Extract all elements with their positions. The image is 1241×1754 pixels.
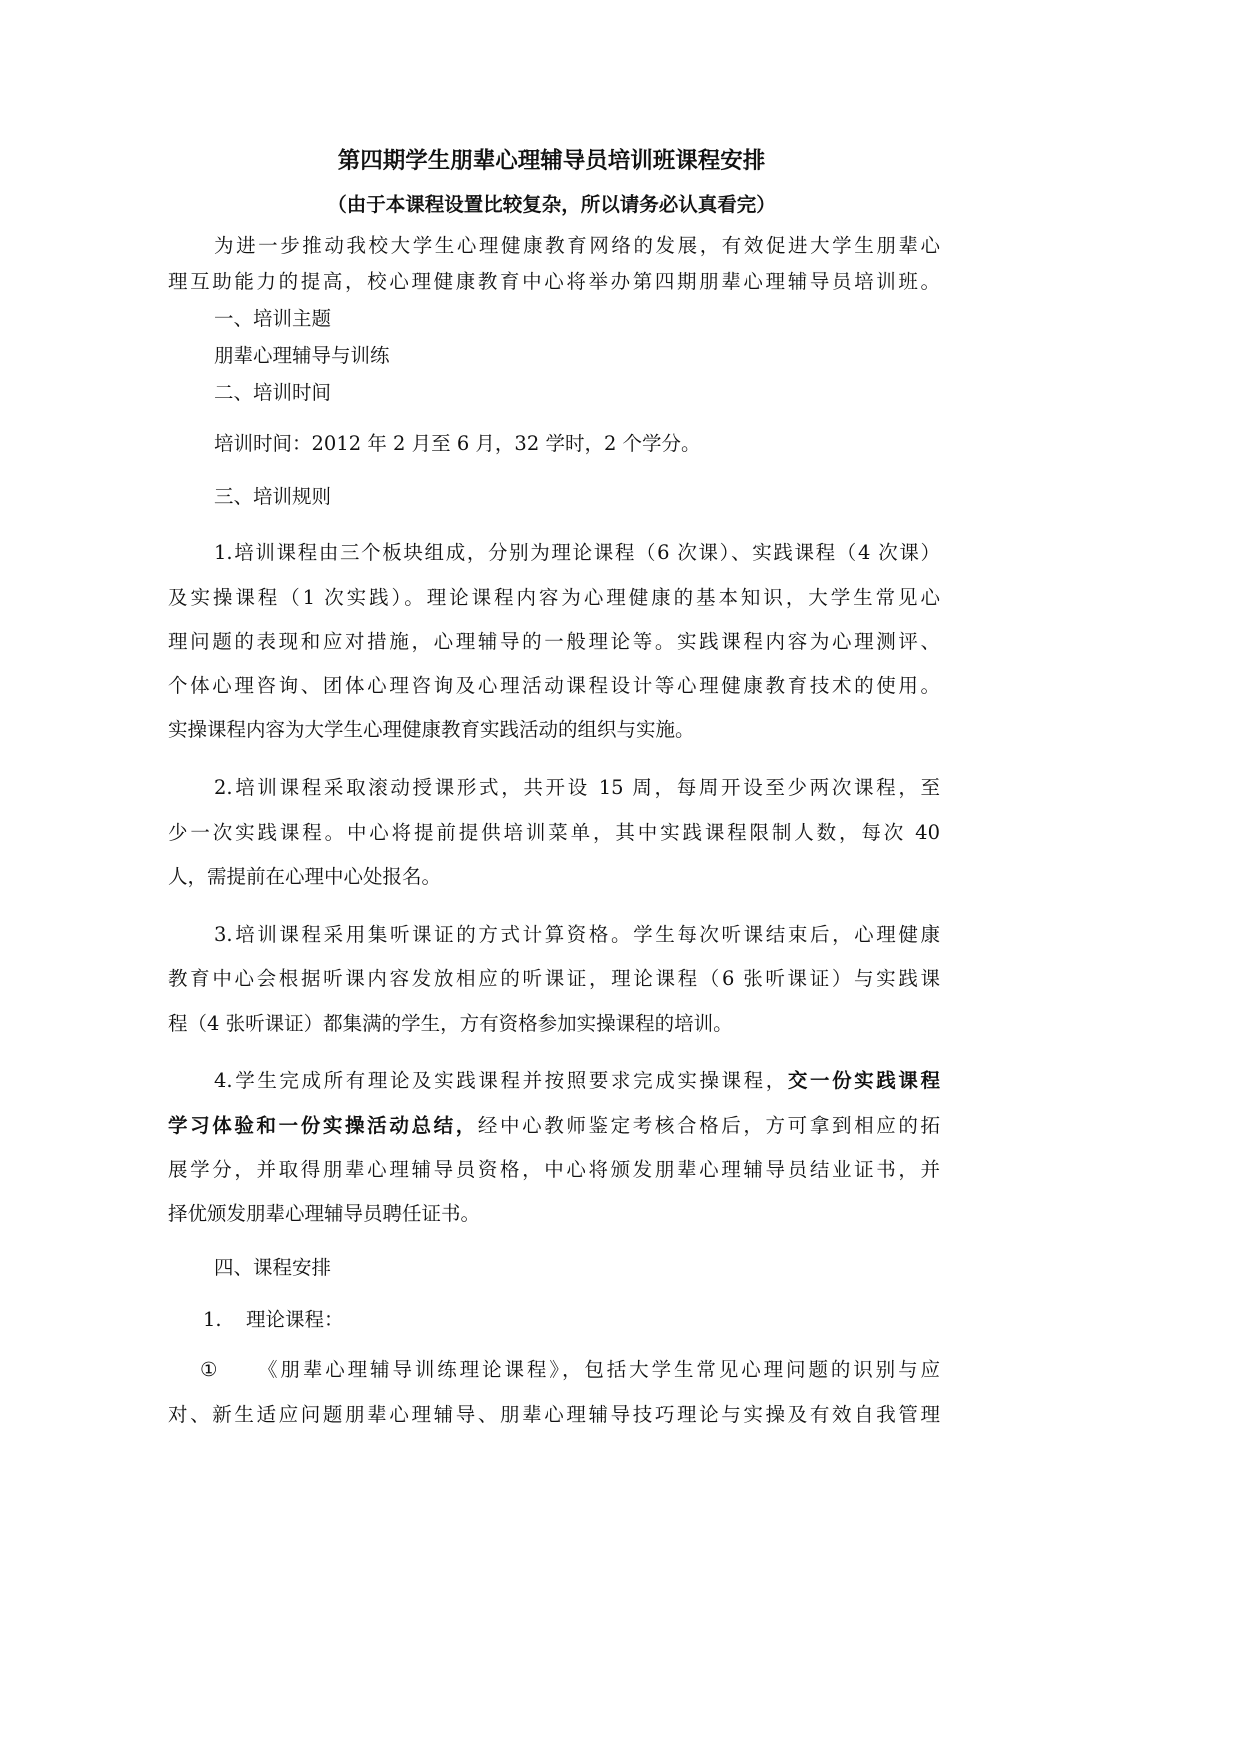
rule-3-line-3: 程（4 张听课证）都集满的学生，方有资格参加实操课程的培训。 <box>168 1012 733 1035</box>
section-2-content: 培训时间：2012 年 2 月至 6 月，32 学时，2 个学分。 <box>214 432 701 455</box>
rule-4-line-1-normal: 4.学生完成所有理论及实践课程并按照要求完成实操课程， <box>214 1069 788 1092</box>
rule-4-line-1-bold: 交一份实践课程 <box>787 1069 940 1092</box>
rule-4-line-2-bold: 学习体验和一份实操活动总结， <box>168 1114 478 1137</box>
section-1-content: 朋辈心理辅导与训练 <box>214 344 390 367</box>
rule-4-line-3: 展学分，并取得朋辈心理辅导员资格，中心将颁发朋辈心理辅导员结业证书，并 <box>168 1158 940 1181</box>
theory-course-label: 理论课程： <box>246 1308 344 1331</box>
rule-2-line-2: 少一次实践课程。中心将提前提供培训菜单，其中实践课程限制人数，每次 40 <box>168 821 940 844</box>
section-2-heading: 二、培训时间 <box>214 381 332 404</box>
rule-1-line-2: 及实操课程（1 次实践）。理论课程内容为心理健康的基本知识，大学生常见心 <box>168 586 940 609</box>
rule-4-line-1 <box>214 1071 940 1091</box>
rule-3-line-2: 教育中心会根据听课内容发放相应的听课证，理论课程（6 张听课证）与实践课 <box>168 967 940 990</box>
rule-2-line-1: 2.培训课程采取滚动授课形式，共开设 15 周，每周开设至少两次课程，至 <box>214 776 940 799</box>
intro-line-2: 理互助能力的提高，校心理健康教育中心将举办第四期朋辈心理辅导员培训班。 <box>168 270 940 293</box>
rule-1-line-4: 个体心理咨询、团体心理咨询及心理活动课程设计等心理健康教育技术的使用。 <box>168 674 940 697</box>
sub-item-1-line-1: 《朋辈心理辅导训练理论课程》，包括大学生常见心理问题的识别与应 <box>258 1358 940 1381</box>
section-1-heading: 一、培训主题 <box>214 307 332 330</box>
intro-line-1: 为进一步推动我校大学生心理健康教育网络的发展，有效促进大学生朋辈心 <box>214 234 940 257</box>
circled-number-marker: ① <box>200 1358 218 1381</box>
section-3-heading: 三、培训规则 <box>214 485 332 508</box>
rule-4-line-4: 择优颁发朋辈心理辅导员聘任证书。 <box>168 1202 481 1225</box>
rule-1-line-1: 1.培训课程由三个板块组成，分别为理论课程（6 次课）、实践课程（4 次课） <box>214 541 940 564</box>
document-title: 第四期学生朋辈心理辅导员培训班课程安排 <box>337 148 766 174</box>
document-subtitle: （由于本课程设置比较复杂，所以请务必认真看完） <box>327 193 776 216</box>
rule-2-line-3: 人，需提前在心理中心处报名。 <box>168 865 442 888</box>
rule-1-line-5: 实操课程内容为大学生心理健康教育实践活动的组织与实施。 <box>168 718 695 741</box>
rule-4-line-2-normal: 经中心教师鉴定考核合格后，方可拿到相应的拓 <box>477 1114 940 1137</box>
rule-3-line-1: 3.培训课程采用集听课证的方式计算资格。学生每次听课结束后，心理健康 <box>214 923 940 946</box>
section-4-heading: 四、课程安排 <box>214 1256 332 1279</box>
sub-item-1-line-2: 对、新生适应问题朋辈心理辅导、朋辈心理辅导技巧理论与实操及有效自我管理 <box>168 1403 940 1426</box>
rule-4-line-2 <box>168 1116 940 1136</box>
rule-1-line-3: 理问题的表现和应对措施，心理辅导的一般理论等。实践课程内容为心理测评、 <box>168 630 940 653</box>
list-item-number: 1. <box>203 1308 222 1331</box>
